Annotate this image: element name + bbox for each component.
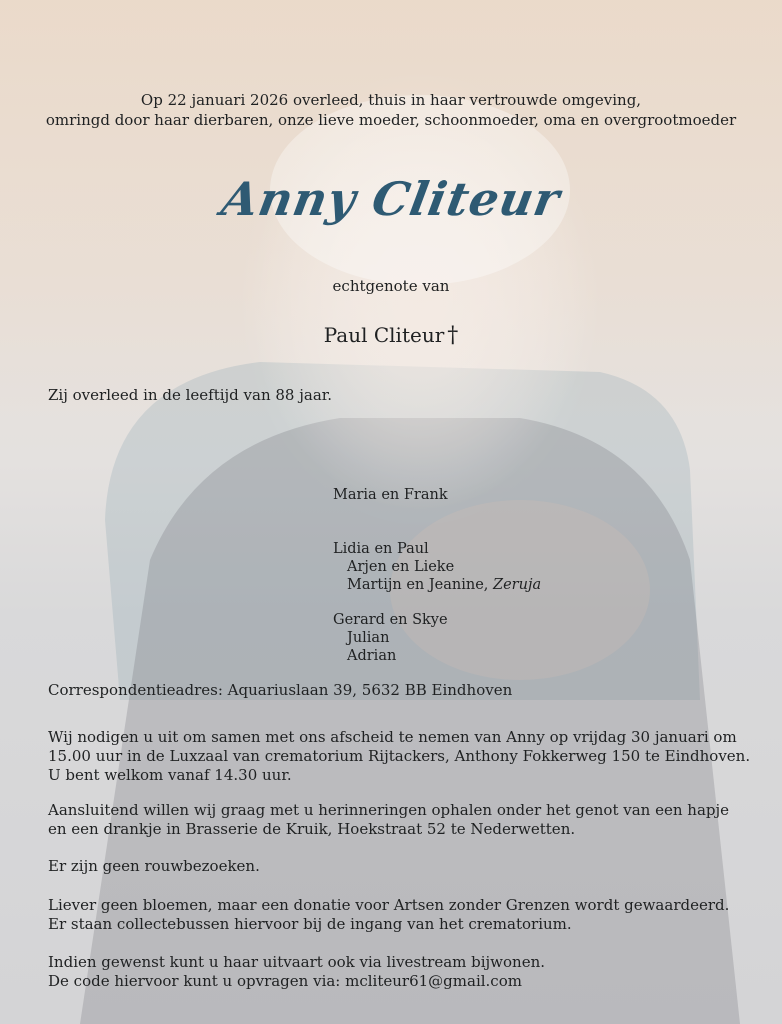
family-member: Gerard en Skye — [333, 612, 448, 628]
intro-line: omringd door haar dierbaren, onze lieve moeder, schoonmoeder, oma en overgrootmoeder — [45, 111, 737, 129]
family-member-name: Martijn en Jeanine, — [347, 577, 489, 593]
family-member — [333, 576, 541, 594]
spouse-name-line — [0, 323, 782, 348]
family-member: Julian — [347, 630, 390, 646]
correspondence-address: Correspondentieadres: Aquariuslaan 39, 5632 BB Eindhoven — [48, 681, 513, 699]
family-member: Maria en Frank — [333, 487, 448, 503]
paragraph-line: Wij nodigen u uit om samen met ons afscheid te nemen van Anny op vrijdag 30 januari om — [48, 728, 737, 746]
paragraph-line: 15.00 uur in de Luxzaal van crematorium Rijtackers, Anthony Fokkerweg 150 te Eindhoven. — [48, 747, 751, 765]
age-line: Zij overleed in de leeftijd van 88 jaar. — [48, 386, 333, 404]
deceased-name: Anny Cliteur — [217, 172, 565, 226]
paragraph-line: en een drankje in Brasserie de Kruik, Hoekstraat 52 te Nederwetten. — [48, 820, 576, 838]
paragraph-line: De code hiervoor kunt u opvragen via: mcliteur61@gmail.com — [48, 972, 522, 990]
intro-text — [30, 90, 752, 130]
family-member: Lidia en Paul — [333, 541, 429, 557]
family-group-2 — [333, 540, 541, 594]
paragraph-line: Er staan collectebussen hiervoor bij de ingang van het crematorium. — [48, 915, 572, 933]
donation-paragraph — [48, 896, 729, 934]
invitation-paragraph — [48, 728, 750, 785]
livestream-paragraph — [48, 953, 545, 991]
paragraph-line: Indien gewenst kunt u haar uitvaart ook via livestream bijwonen. — [48, 953, 546, 971]
family-group-3 — [333, 611, 448, 665]
great-grandchild: Zeruja — [493, 577, 542, 593]
gathering-paragraph — [48, 801, 729, 839]
paragraph-line: U bent welkom vanaf 14.30 uur. — [48, 766, 292, 784]
family-group-1 — [333, 486, 448, 504]
family-member: Adrian — [347, 648, 397, 664]
spouse-label: echtgenote van — [332, 277, 450, 295]
paragraph-line: Aansluitend willen wij graag met u herinneringen ophalen onder het genot van een hapje — [48, 801, 730, 819]
spouse-name: Paul Cliteur — [323, 323, 445, 347]
paragraph-line: Liever geen bloemen, maar een donatie voor Artsen zonder Grenzen wordt gewaardeerd. — [48, 896, 730, 914]
intro-line: Op 22 januari 2026 overleed, thuis in haar vertrouwde omgeving, — [140, 91, 642, 109]
visits-line: Er zijn geen rouwbezoeken. — [48, 857, 260, 875]
cross-icon: † — [447, 323, 459, 348]
family-member: Arjen en Lieke — [347, 559, 455, 575]
